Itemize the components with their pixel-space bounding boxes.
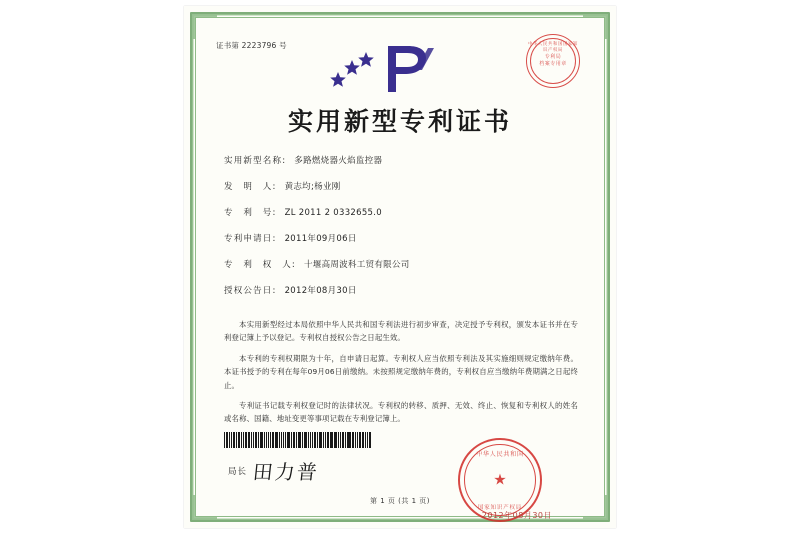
official-seal-arc-top: 中华人民共和国: [476, 451, 524, 458]
field-row-application-date: [224, 232, 576, 244]
field-row-patent-number: [224, 206, 576, 218]
field-value: 2012年08月30日: [284, 286, 357, 296]
star-icon: ★: [493, 470, 507, 489]
director-label: 局长: [228, 466, 248, 477]
certificate-content: [206, 26, 594, 520]
legal-paragraph-2: 本专利的专利权期限为十年，自申请日起算。专利权人应当依照专利法及其实施细则规定缴纳年费。本证书授予的专利在每年09月06日前缴纳。未按照规定缴纳年费的，专利权自应当缴纳年费期满之日起终止。: [224, 353, 578, 390]
field-row-inventors: [224, 180, 576, 192]
field-row-grant-announcement-date: [224, 284, 576, 296]
archive-seal-arc-text: 中华人民共和国国家知识产权局: [528, 42, 578, 53]
director-signature: 田力普: [251, 460, 321, 484]
page-number-footer: 第 1 页 (共 1 页): [370, 497, 430, 505]
page-title: 实用新型专利证书: [287, 107, 512, 136]
field-label: 发 明 人:: [224, 182, 277, 192]
signature-block: [228, 456, 319, 485]
seal-date: 2012年08月30日: [481, 511, 552, 520]
field-value: 十堰高周波科工贸有限公司: [303, 260, 410, 270]
field-label: 专 利 号:: [224, 208, 277, 218]
field-value: 多路燃烧器火焰监控器: [294, 156, 383, 166]
patent-fields-list: [224, 154, 576, 310]
field-label: 专 利 权 人:: [224, 260, 296, 270]
archive-seal-stamp: [526, 34, 580, 88]
barcode: [224, 432, 372, 448]
certificate-sheet: [184, 6, 616, 528]
field-row-patentee: [224, 258, 576, 270]
certificate-number: 证书第 2223796 号: [216, 41, 287, 50]
field-row-utility-model-name: [224, 154, 576, 166]
field-value: 黄志均;杨业刚: [284, 182, 341, 192]
field-value: ZL 2011 2 0332655.0: [284, 208, 382, 218]
field-value: 2011年09月06日: [284, 234, 357, 244]
legal-paragraph-3: 专利证书记载专利权登记时的法律状况。专利权的转移、质押、无效、终止、恢复和专利权人的姓名或名称、国籍、地址变更等事项记载在专利登记簿上。: [224, 401, 578, 424]
official-seal-arc-bottom: 国家知识产权局: [477, 505, 523, 511]
field-label: 实用新型名称:: [224, 156, 287, 166]
legal-body-text: [224, 318, 578, 433]
patent-office-logo-icon: [330, 42, 440, 94]
legal-paragraph-1: 本实用新型经过本局依照中华人民共和国专利法进行初步审查，决定授予专利权，颁发本证书并在专利登记簿上予以登记。专利权自授权公告之日起生效。: [224, 320, 578, 343]
field-label: 专利申请日:: [224, 234, 277, 244]
archive-seal-center-text: 专利局 档案专用章: [539, 54, 567, 67]
field-label: 授权公告日:: [224, 286, 277, 296]
